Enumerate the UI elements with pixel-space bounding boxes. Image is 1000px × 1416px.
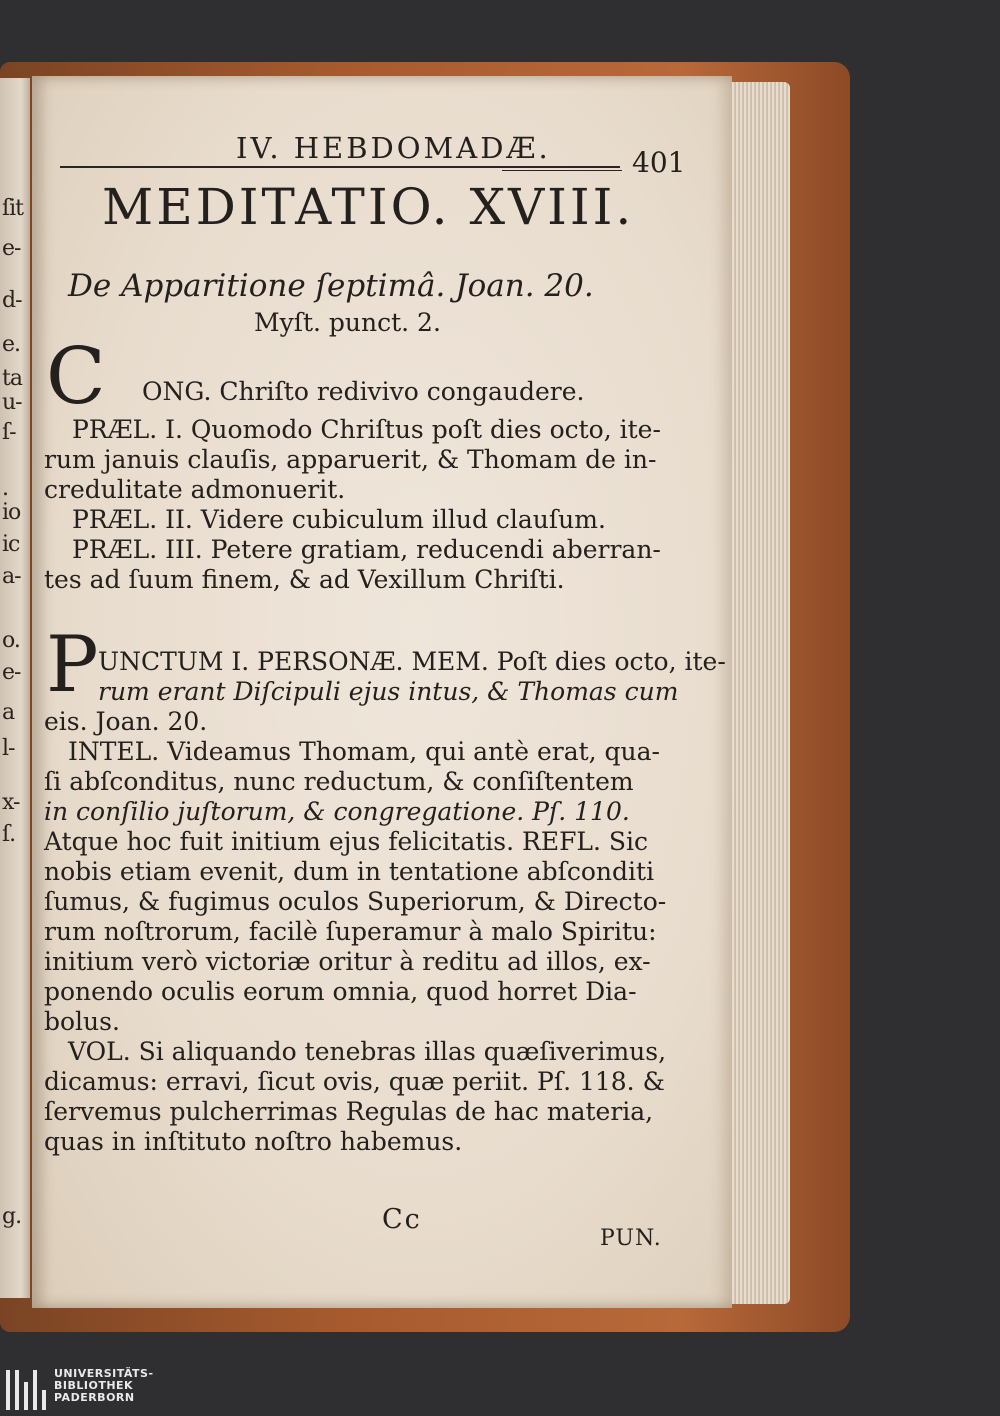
body-line: Atque hoc fuit initium ejus felicitatis. REFL. Sic	[44, 827, 649, 856]
body-line: ponendo oculis eorum omnia, quod horret Dia-	[44, 977, 637, 1006]
prelude-line: PRÆL. III. Petere gratiam, reducendi aberran-	[72, 535, 661, 564]
page-number: 401	[632, 146, 686, 179]
prelude-line: ONG. Chriſto redivivo congaudere.	[142, 377, 585, 406]
prelude-line: credulitate admonuerit.	[44, 475, 346, 504]
body-line: nobis etiam evenit, dum in tentatione abſconditi	[44, 857, 655, 886]
left-page-fragment: io	[2, 500, 21, 525]
body-line: ſumus, & fugimus oculos Superiorum, & Directo-	[44, 887, 667, 916]
left-page-fragment: o.	[2, 628, 20, 653]
body-line: VOL. Si aliquando tenebras illas quæſiverimus,	[68, 1037, 667, 1066]
page-edges	[728, 82, 790, 1304]
left-page-fragment: e-	[2, 660, 21, 685]
body-line: ſi abſconditus, nunc reductum, & conſiſtentem	[44, 767, 634, 796]
left-page-edge	[0, 78, 30, 1298]
header-rule	[60, 166, 620, 168]
prelude-line: tes ad ſuum finem, & ad Vexillum Chriſti.	[44, 565, 565, 594]
catchword: PUN.	[600, 1226, 662, 1251]
signature-mark: Cc	[382, 1204, 422, 1235]
left-page-fragment: ſ.	[2, 822, 16, 847]
body-line: initium verò victoriæ oritur à reditu ad illos, ex-	[44, 947, 651, 976]
left-page-fragment: g.	[2, 1204, 22, 1229]
body-line: ſervemus pulcherrimas Regulas de hac materia,	[44, 1097, 654, 1126]
body-line: dicamus: erravi, ſicut ovis, quæ periit. Pſ. 118. &	[44, 1067, 665, 1096]
left-page-fragment: e.	[2, 332, 21, 357]
left-page-fragment: ſit	[2, 196, 24, 221]
left-page-fragment: d-	[2, 288, 22, 313]
prelude-line: PRÆL. II. Videre cubiculum illud clauſum.	[72, 505, 606, 534]
left-page-fragment: a	[2, 700, 15, 725]
left-page-fragment: ſ-	[2, 420, 16, 445]
library-logo-text: UNIVERSITÄTS- BIBLIOTHEK PADERBORN	[54, 1367, 154, 1404]
header-rule-short	[502, 170, 622, 171]
meditation-title: MEDITATIO. XVIII.	[102, 178, 635, 236]
body-line: bolus.	[44, 1007, 120, 1036]
left-page-fragment: u-	[2, 390, 22, 415]
meditation-reference: Myſt. punct. 2.	[254, 308, 441, 337]
left-page-fragment: l-	[2, 736, 15, 761]
drop-capital-c: C	[46, 332, 106, 422]
prelude-line: PRÆL. I. Quomodo Chriſtus poſt dies octo, ite-	[72, 415, 661, 444]
running-title: IV. HEBDOMADÆ.	[236, 131, 551, 165]
library-logo-icon	[6, 1370, 48, 1410]
body-line: in conſilio juſtorum, & congregatione. Pſ. 110.	[44, 797, 630, 826]
left-page-fragment: .	[2, 476, 8, 501]
meditation-subtitle: De Apparitione ſeptimâ. Joan. 20.	[68, 268, 594, 304]
left-page-fragment: ic	[2, 532, 20, 557]
prelude-line: rum januis clauſis, apparuerit, & Thomam de in-	[44, 445, 657, 474]
body-line: eis. Joan. 20.	[44, 707, 208, 736]
body-line: rum noſtrorum, facilè ſuperamur à malo Spiritu:	[44, 917, 657, 946]
body-line: rum erant Diſcipuli ejus intus, & Thomas cum	[98, 677, 679, 706]
left-page-fragment: x-	[2, 790, 20, 815]
left-page-fragment: e-	[2, 236, 21, 261]
body-line: UNCTUM I. PERSONÆ. MEM. Poſt dies octo, ite-	[98, 647, 726, 676]
left-page-fragment: a-	[2, 564, 21, 589]
left-page-fragment: ta	[2, 366, 22, 391]
book-page	[32, 76, 732, 1308]
drop-capital-p: P	[46, 620, 99, 710]
body-line: quas in inſtituto noſtro habemus.	[44, 1127, 463, 1156]
body-line: INTEL. Videamus Thomam, qui antè erat, qua-	[68, 737, 660, 766]
